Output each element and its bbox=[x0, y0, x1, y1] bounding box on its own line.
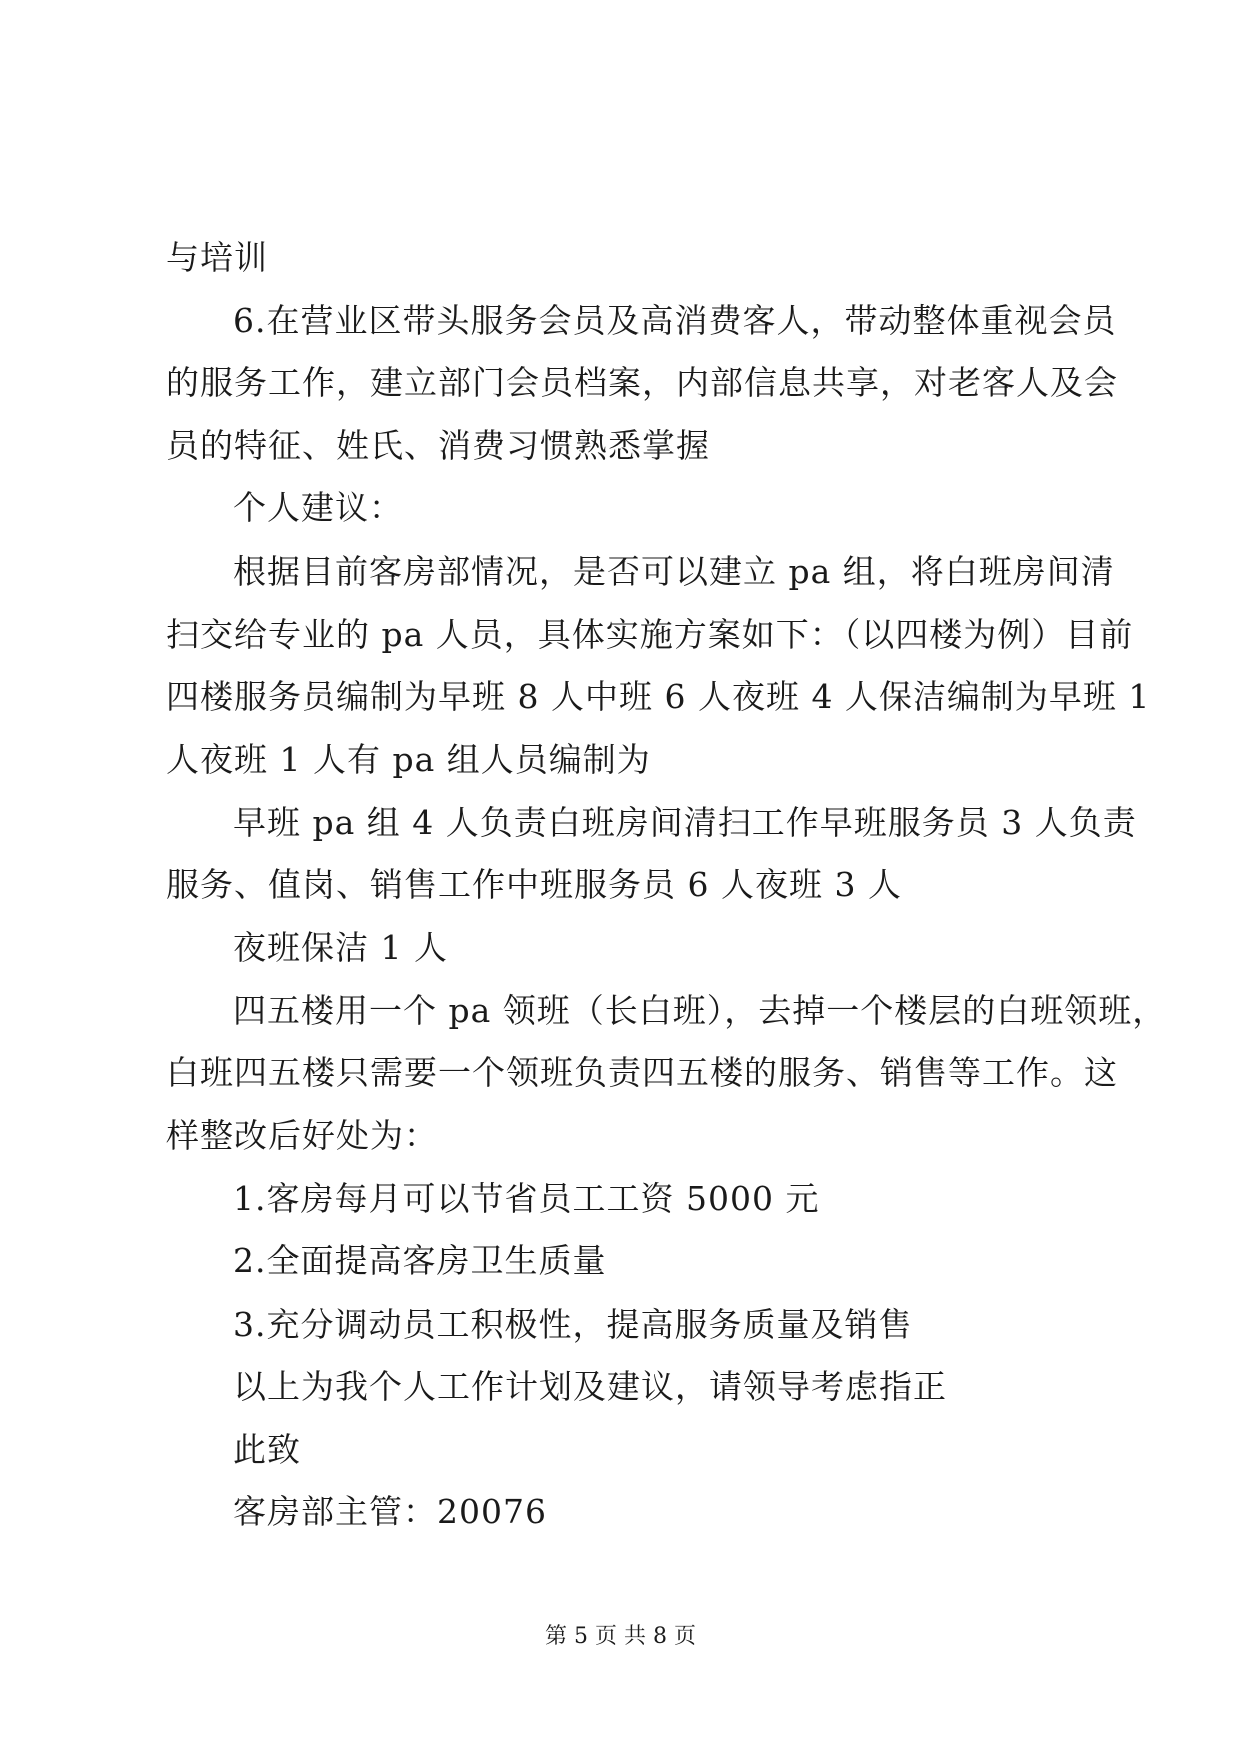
text-line-19: 以上为我个人工作计划及建议，请领导考虑指正 bbox=[233, 1367, 947, 1406]
text-line-6: 根据目前客房部情况，是否可以建立 pa 组，将白班房间清 bbox=[233, 552, 1115, 591]
text-line-17: 2.全面提高客房卫生质量 bbox=[233, 1241, 607, 1280]
text-line-13: 四五楼用一个 pa 领班（长白班），去掉一个楼层的白班领班， bbox=[233, 991, 1167, 1030]
text-line-4: 员的特征、姓氏、消费习惯熟悉掌握 bbox=[166, 426, 710, 465]
text-line-5: 个人建议： bbox=[233, 488, 403, 527]
text-line-3: 的服务工作，建立部门会员档案，内部信息共享，对老客人及会 bbox=[166, 363, 1118, 402]
text-line-2: 6.在营业区带头服务会员及高消费客人，带动整体重视会员 bbox=[233, 301, 1117, 340]
text-line-10: 早班 pa 组 4 人负责白班房间清扫工作早班服务员 3 人负责 bbox=[233, 803, 1137, 842]
text-line-21: 客房部主管：20076 bbox=[233, 1492, 547, 1531]
text-line-8: 四楼服务员编制为早班 8 人中班 6 人夜班 4 人保洁编制为早班 1 bbox=[166, 677, 1151, 716]
text-line-1: 与培训 bbox=[166, 238, 268, 277]
text-line-16: 1.客房每月可以节省员工工资 5000 元 bbox=[233, 1179, 820, 1218]
text-line-12: 夜班保洁 1 人 bbox=[233, 928, 448, 967]
text-line-11: 服务、值岗、销售工作中班服务员 6 人夜班 3 人 bbox=[166, 865, 902, 904]
text-line-9: 人夜班 1 人有 pa 组人员编制为 bbox=[166, 740, 651, 779]
text-line-7: 扫交给专业的 pa 人员，具体实施方案如下：（以四楼为例）目前 bbox=[166, 615, 1134, 654]
text-line-14: 白班四五楼只需要一个领班负责四五楼的服务、销售等工作。这 bbox=[166, 1053, 1118, 1092]
text-line-20: 此致 bbox=[233, 1430, 301, 1469]
text-line-18: 3.充分调动员工积极性，提高服务质量及销售 bbox=[233, 1305, 913, 1344]
page-number-footer: 第 5 页 共 8 页 bbox=[545, 1624, 696, 1649]
text-line-15: 样整改后好处为： bbox=[166, 1116, 438, 1155]
